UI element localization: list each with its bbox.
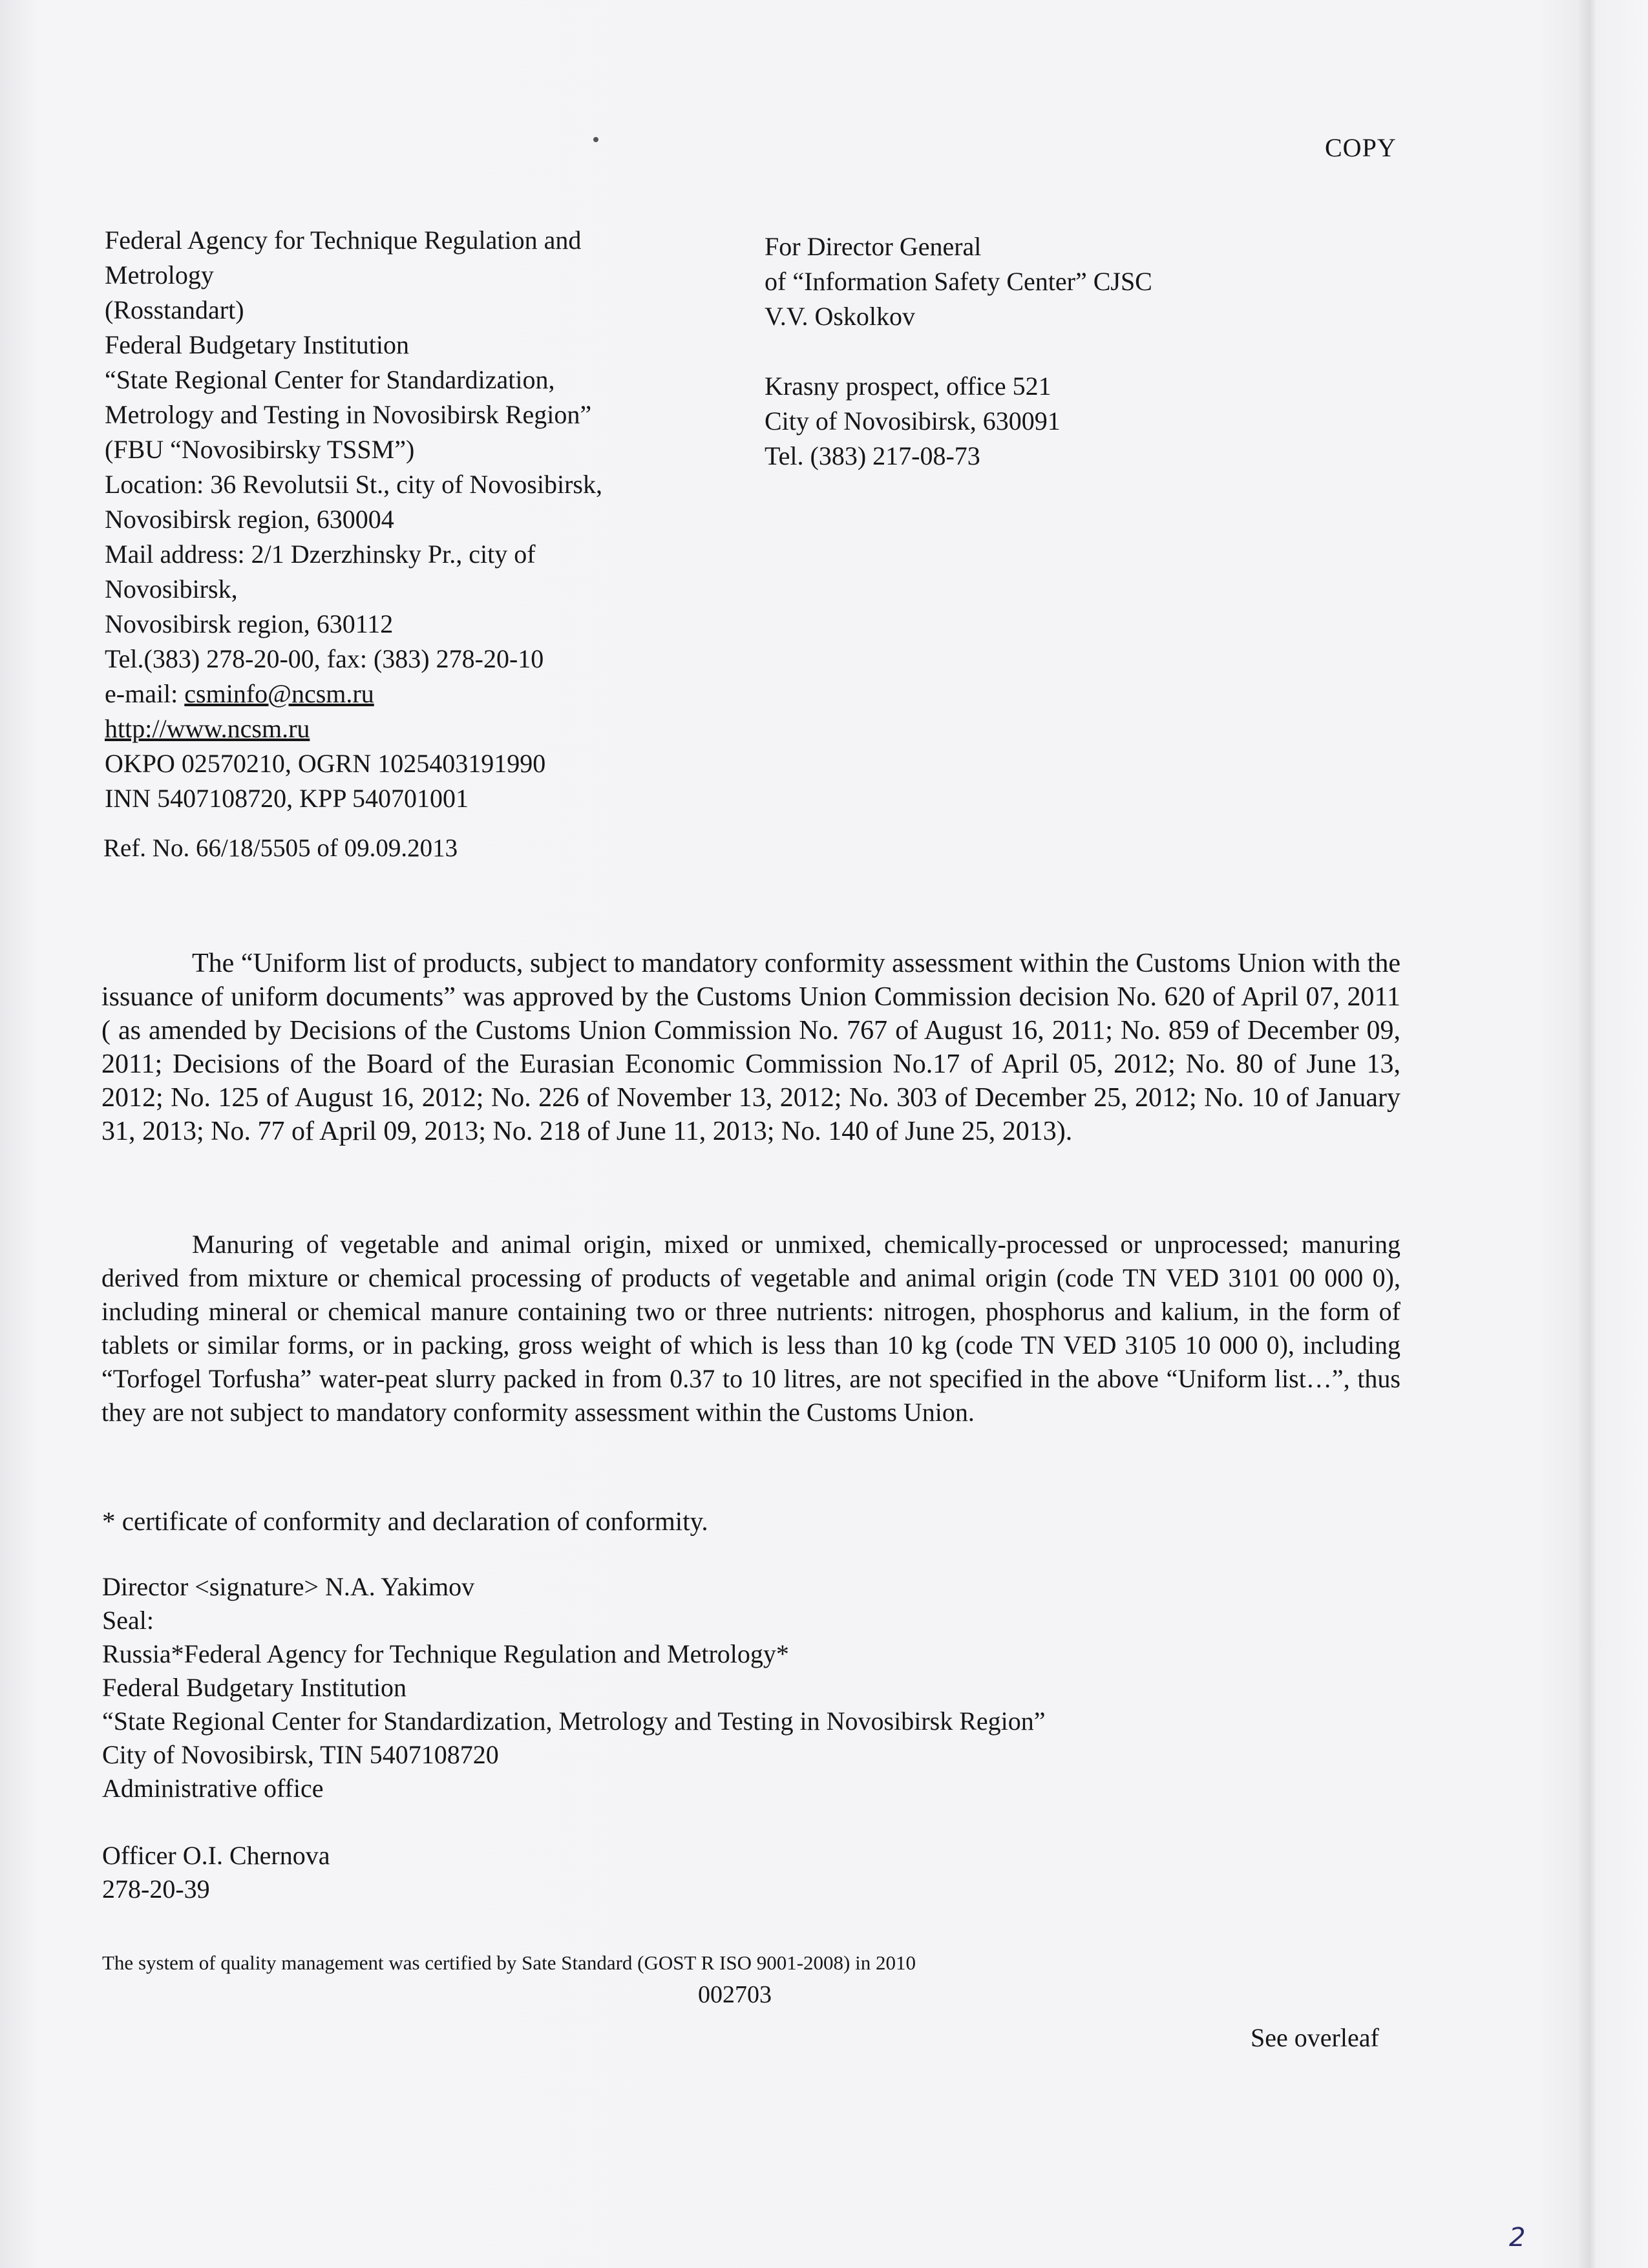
seal-line: Administrative office [102,1774,324,1803]
okpo-line: OKPO 02570210, OGRN 1025403191990 [105,749,546,778]
recipient-line: City of Novosibirsk, 630091 [765,406,1061,436]
seal-line: City of Novosibirsk, TIN 5407108720 [102,1740,499,1769]
sender-line: Location: 36 Revolutsii St., city of Novosibirsk, [105,470,602,499]
seal-line: “State Regional Center for Standardization, Metrology and Testing in Novosibirsk Region” [102,1706,1046,1736]
recipient-block [765,229,1152,474]
sender-line: Mail address: 2/1 Dzerzhinsky Pr., city of [105,540,536,569]
recipient-line: Krasny prospect, office 521 [765,372,1051,401]
footnote: * certificate of conformity and declaration of conformity. [102,1506,708,1536]
website-link[interactable]: http://www.ncsm.ru [105,714,310,743]
page-number: 2 [1509,2223,1526,2252]
sender-line: Federal Agency for Technique Regulation and [105,226,582,255]
sender-line: (FBU “Novosibirsky TSSM”) [105,435,415,464]
officer-phone: 278-20-39 [102,1874,210,1904]
officer-line: Officer O.I. Chernova [102,1841,330,1870]
sender-line: Federal Budgetary Institution [105,330,410,359]
signature-block [102,1570,1046,1906]
recipient-line: For Director General [765,232,982,261]
sender-line: Novosibirsk region, 630004 [105,505,394,534]
see-overleaf: See overleaf [1251,2023,1379,2052]
sender-line: Tel.(383) 278-20-00, fax: (383) 278-20-10 [105,644,544,673]
recipient-line: Tel. (383) 217-08-73 [765,441,980,470]
quality-note: The system of quality management was certified by Sate Standard (GOST R ISO 9001-2008) in 2010 [102,1951,916,1974]
sender-line: (Rosstandart) [105,295,244,324]
body-paragraph-1: The “Uniform list of products, subject to mandatory conformity assessment within the Customs Union with the issuance of uniform documents” was approved by the Customs Union Commission decision No. 620 of April 07, 2011 ( as amended by Decisions of the Customs Union Commission No. 767 of August 16, 2011; No. 859 of December 09, 2011; Decisions of the Board of the Eurasian Economic Commission No.17 of April 05, 2012; No. 80 of June 13, 2012; No. 125 of August 16, 2012; No. 226 of November 13, 2012; No. 303 of December 25, 2012; No. 10 of January 31, 2013; No. 77 of April 09, 2013; No. 218 of June 11, 2013; No. 140 of June 25, 2013). [101,949,1400,1146]
inn-line: INN 5407108720, KPP 540701001 [105,784,469,813]
director-line: Director <signature> N.A. Yakimov [102,1572,475,1601]
sender-line: Metrology and Testing in Novosibirsk Region” [105,400,592,429]
body-paragraph-2: Manuring of vegetable and animal origin, mixed or unmixed, chemically-processed or unprocessed; manuring derived from mixture or chemical processing of products of vegetable and animal origin (code TN VED 3101 00 000 0), including mineral or chemical manure containing two or three nutrients: nitrogen, phosphorus and kalium, in the form of tablets or similar forms, or in packing, gross weight of which is less than 10 kg (code TN VED 3105 10 000 0), including “Torfogel Torfusha” water-peat slurry packed in from 0.37 to 10 litres, are not specified in the above “Uniform list…”, thus they are not subject to mandatory conformity assessment within the Customs Union. [101,1230,1400,1427]
email-label: e-mail: [105,679,185,708]
email-link[interactable]: csminfo@ncsm.ru [184,679,374,708]
seal-line: Russia*Federal Agency for Technique Regulation and Metrology* [102,1639,789,1668]
serial-number: 002703 [698,1981,772,2008]
recipient-line: of “Information Safety Center” CJSC [765,267,1152,296]
sender-block [105,223,602,816]
sender-line: “State Regional Center for Standardization, [105,365,555,394]
reference-number: Ref. No. 66/18/5505 of 09.09.2013 [103,834,458,862]
sender-line: Novosibirsk region, 630112 [105,609,394,638]
stray-mark [593,137,598,142]
seal-label: Seal: [102,1606,154,1635]
sender-line: Novosibirsk, [105,574,238,604]
sender-line: Metrology [105,260,214,289]
copy-label: COPY [1325,133,1397,162]
seal-line: Federal Budgetary Institution [102,1673,407,1702]
recipient-line: V.V. Oskolkov [765,302,916,331]
email-line [105,677,602,711]
